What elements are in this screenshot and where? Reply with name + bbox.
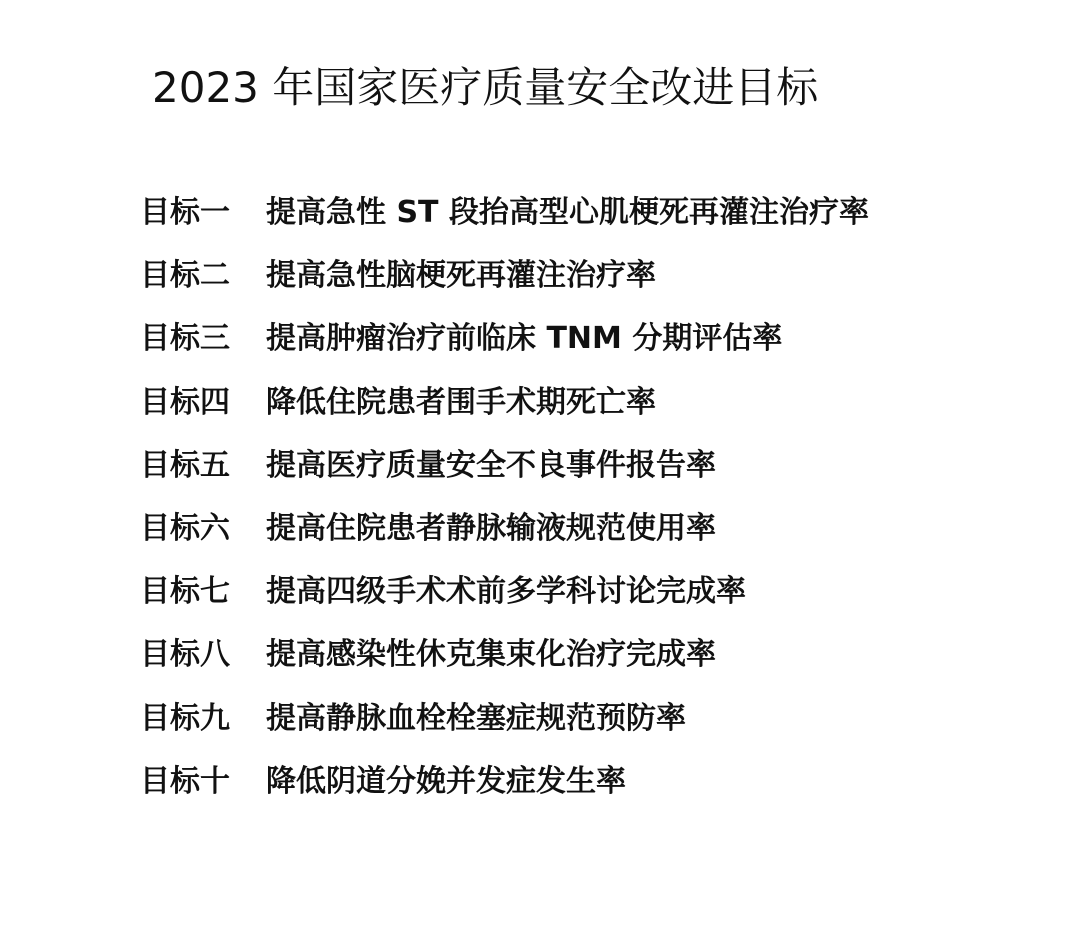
goal-number: 目标四 <box>140 384 230 420</box>
goal-item <box>140 565 869 628</box>
goal-number: 目标五 <box>140 447 230 483</box>
goal-item <box>140 502 869 565</box>
goal-text: 降低阴道分娩并发症发生率 <box>266 763 626 799</box>
goal-text: 提高住院患者静脉输液规范使用率 <box>266 510 716 546</box>
goal-text: 提高肿瘤治疗前临床 TNM 分期评估率 <box>266 321 783 357</box>
goal-number: 目标九 <box>140 700 230 736</box>
goal-number: 目标八 <box>140 637 230 673</box>
document-title: 2023 年国家医疗质量安全改进目标 <box>152 63 819 112</box>
goal-number: 目标六 <box>140 510 230 546</box>
goal-item <box>140 249 869 312</box>
goal-text: 提高静脉血栓栓塞症规范预防率 <box>266 700 686 736</box>
goal-text: 提高医疗质量安全不良事件报告率 <box>266 447 716 483</box>
goal-item <box>140 312 869 375</box>
goal-text: 提高急性脑梗死再灌注治疗率 <box>266 258 656 294</box>
goal-text: 降低住院患者围手术期死亡率 <box>266 384 656 420</box>
goal-item <box>140 755 869 818</box>
goal-item <box>140 376 869 439</box>
goal-number: 目标十 <box>140 763 230 799</box>
goal-number: 目标七 <box>140 574 230 610</box>
goal-number: 目标二 <box>140 258 230 294</box>
goal-list <box>140 186 869 818</box>
goal-item <box>140 692 869 755</box>
goal-text: 提高四级手术术前多学科讨论完成率 <box>266 574 746 610</box>
goal-text: 提高感染性休克集束化治疗完成率 <box>266 637 716 673</box>
goal-number: 目标三 <box>140 321 230 357</box>
goal-item <box>140 439 869 502</box>
goal-number: 目标一 <box>140 195 230 230</box>
goal-item <box>140 628 869 691</box>
goal-item <box>140 186 869 249</box>
goal-text: 提高急性 ST 段抬高型心肌梗死再灌注治疗率 <box>266 195 869 230</box>
